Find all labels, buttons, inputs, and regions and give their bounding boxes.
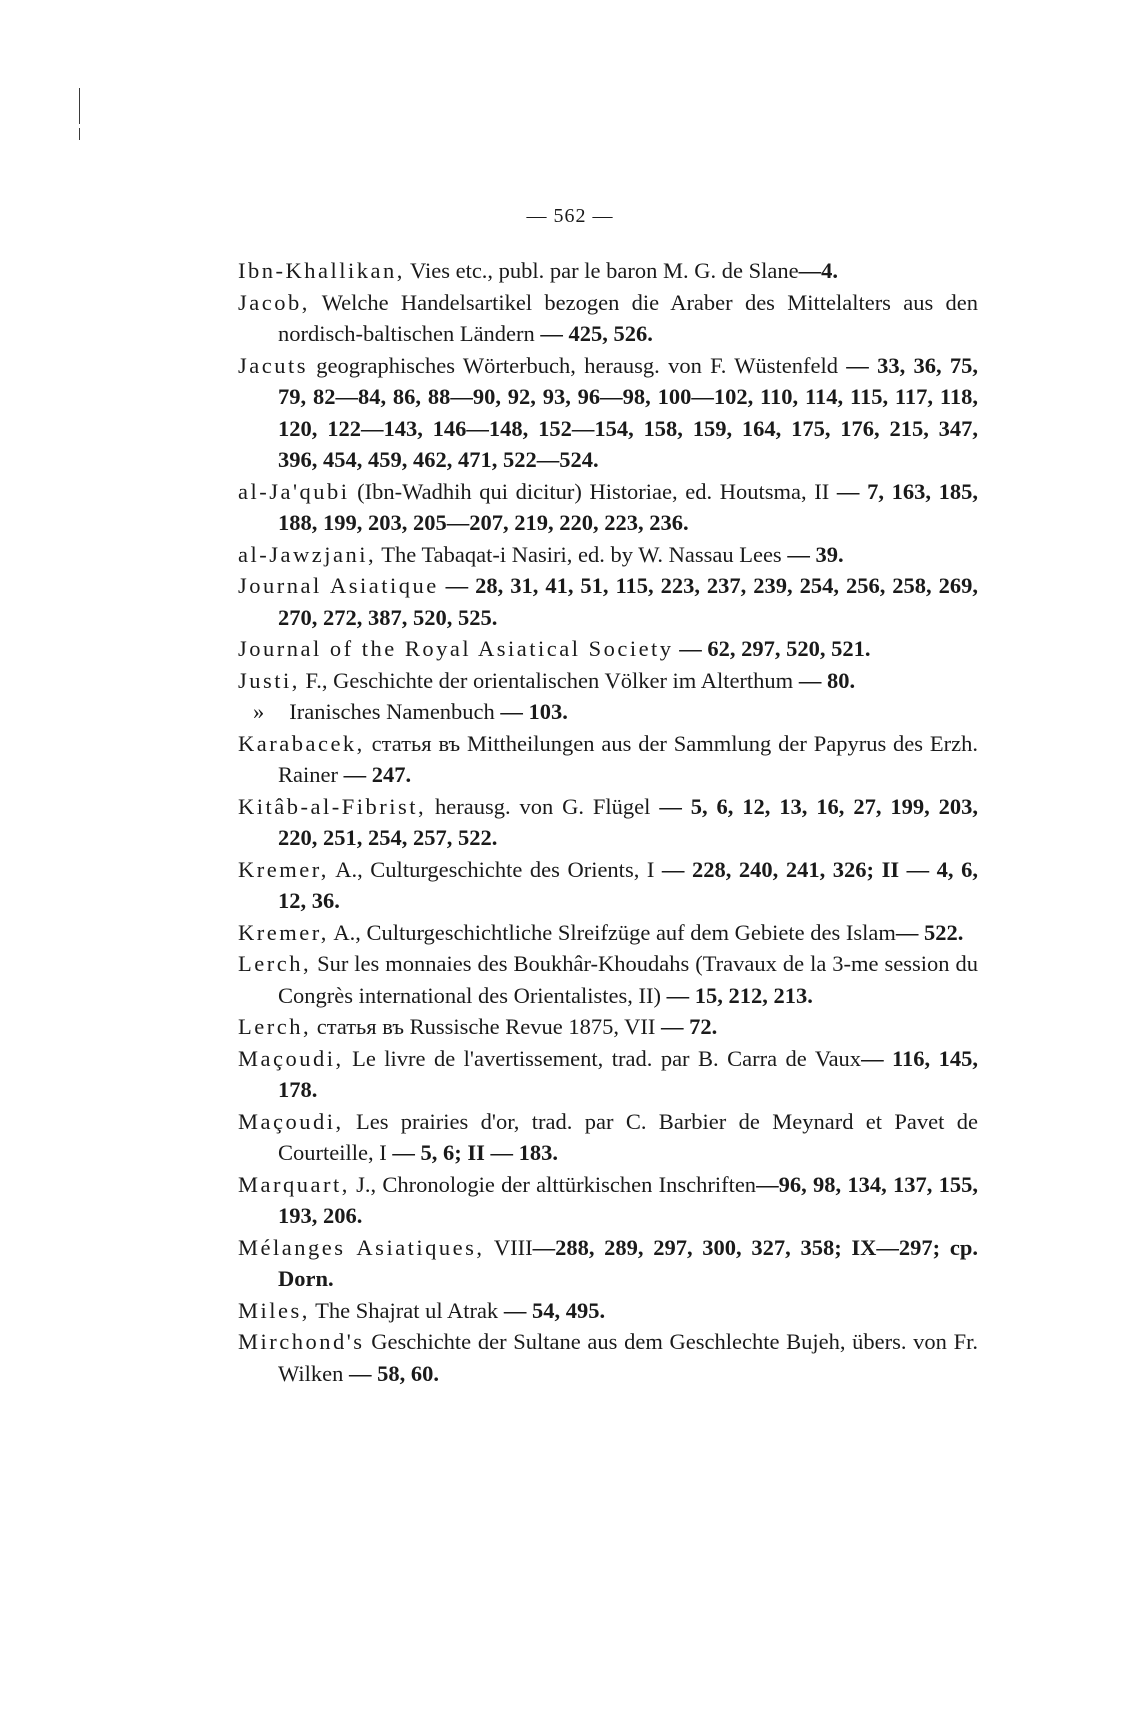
entry-page-refs: — 7, 163, 185, 188, 199, 203, 205—207, 219, 220, 223, 236. [278, 478, 978, 535]
index-entry [238, 854, 978, 917]
index-entry [238, 1295, 978, 1327]
entry-page-refs: — 62, 297, 520, 521. [679, 636, 871, 661]
entry-author: Ibn-Khallikan, [238, 258, 405, 283]
index-entry [238, 570, 978, 633]
entry-author: Mirchond's [238, 1329, 365, 1354]
entry-title: Welche Handelsartikel bezogen die Araber des Mittelalters aus den nordisch-baltischen Ländern [278, 289, 978, 346]
entry-title: Les prairies d'or, trad. par C. Barbier de Meynard et Pavet de Courteille, I [278, 1108, 978, 1165]
margin-mark-lower [79, 128, 80, 140]
entry-title: A., Culturgeschichtliche Slreifzüge auf dem Gebiete des Islam [328, 919, 896, 945]
entry-page-refs: — 116, 145, 178. [278, 1045, 978, 1102]
entry-title: Vies etc., publ. par le baron M. G. de Slane [404, 258, 799, 283]
entry-author: Maçoudi, [238, 1045, 344, 1071]
index-entry [238, 948, 978, 1011]
entry-page-refs: — 39. [787, 541, 844, 567]
entry-page-refs: —288, 289, 297, 300, 327, 358; IX—297; cp. Dorn. [278, 1234, 978, 1291]
index-entry [238, 350, 978, 476]
index-entry [238, 1232, 978, 1295]
entry-author: Miles, [238, 1297, 310, 1323]
entry-author: al-Jawzjani, [238, 541, 377, 567]
entry-page-refs: — 58, 60. [348, 1360, 439, 1386]
entry-page-refs: — 522. [895, 919, 964, 945]
entry-author: Mélanges Asiatiques, [238, 1234, 485, 1260]
index-entry [238, 1106, 978, 1169]
entry-title: VIII [484, 1234, 533, 1260]
entry-author: Kremer, [238, 856, 329, 882]
entry-title: The Shajrat ul Atrak [309, 1297, 504, 1323]
entry-title: Sur les monnaies des Boukhâr-Khoudahs (Travaux de la 3-me session du Congrès international des Orientalistes, II) [278, 951, 978, 1008]
entry-page-refs: — 54, 495. [503, 1297, 606, 1323]
entry-author: al-Ja'qubi [238, 478, 350, 504]
entry-page-refs: —96, 98, 134, 137, 155, 193, 206. [278, 1171, 978, 1228]
index-entry [238, 917, 978, 949]
index-entry [238, 633, 978, 665]
entry-author: Jacob, [238, 289, 310, 315]
margin-mark-upper [79, 88, 80, 124]
entry-author: Maçoudi, [238, 1108, 344, 1134]
entry-page-refs: — 103. [500, 699, 568, 724]
index-entry [238, 1011, 978, 1043]
index-entry [238, 1169, 978, 1232]
index-entry [238, 476, 978, 539]
entry-page-refs: — 5, 6; II — 183. [392, 1140, 558, 1165]
entry-page-refs: — 425, 526. [540, 321, 653, 346]
entry-author: Journal Asiatique [238, 573, 439, 598]
entry-author: Jacuts [238, 352, 308, 378]
entry-title: статья въ Mittheilungen aus der Sammlung der Papyrus des Erzh. Rainer [278, 730, 978, 787]
index-entry [238, 1326, 978, 1389]
entry-page-refs: — 28, 31, 41, 51, 115, 223, 237, 239, 254, 256, 258, 269, 270, 272, 387, 520, 525. [278, 573, 979, 630]
entry-title: A., Culturgeschichte des Orients, I [328, 856, 662, 882]
entry-title: J., Chronologie der alttürkischen Inschriften [349, 1171, 757, 1197]
entry-title: статья въ Russische Revue 1875, VII [311, 1014, 662, 1039]
index-entry [238, 665, 978, 697]
entry-author: Karabacek, [238, 730, 365, 756]
entry-title [439, 573, 446, 598]
entry-page-refs: — 5, 6, 12, 13, 16, 27, 199, 203, 220, 251, 254, 257, 522. [278, 793, 979, 850]
entry-author: Kremer, [238, 919, 329, 945]
entry-title: (Ibn-Wadhih qui dicitur) Historiae, ed. Houtsma, II [349, 478, 837, 504]
entry-page-refs: — 247. [343, 762, 412, 787]
entry-page-refs: — 80. [798, 667, 856, 693]
entry-page-refs: —4. [798, 258, 838, 283]
entry-author: Justi, [238, 667, 300, 693]
entry-title: Geschichte der Sultane aus dem Geschlechte Bujeh, übers. von Fr. Wilken [278, 1329, 978, 1386]
entry-page-refs: — 228, 240, 241, 326; II — 4, 6, 12, 36. [278, 856, 978, 913]
entry-author: Lerch, [238, 951, 312, 976]
entry-page-refs: — 72. [661, 1014, 718, 1039]
entry-author: Kitâb-al-Fibrist, [238, 793, 427, 819]
entry-title: The Tabaqat-i Nasiri, ed. by W. Nassau Lees [376, 541, 788, 567]
index-entry [238, 255, 978, 287]
entry-title: Le livre de l'avertissement, trad. par B. Carra de Vaux [343, 1045, 862, 1071]
entry-title: F., Geschichte der orientalischen Völker im Alterthum [299, 667, 799, 693]
entry-title: herausg. von G. Flügel [426, 793, 660, 819]
entry-page-refs: — 15, 212, 213. [666, 982, 813, 1008]
entry-author: Lerch, [238, 1014, 312, 1039]
index-entry [238, 791, 978, 854]
index-entry [238, 287, 978, 350]
entry-author: » [253, 699, 267, 724]
index-entries [238, 255, 978, 1389]
index-entry [238, 696, 978, 728]
index-entry [238, 539, 978, 571]
entry-title: Iranisches Namenbuch [266, 699, 501, 724]
index-entry [238, 1043, 978, 1106]
entry-author: Journal of the Royal Asiatical Society [238, 636, 674, 661]
entry-page-refs: — 33, 36, 75, 79, 82—84, 86, 88—90, 92, 93, 96—98, 100—102, 110, 114, 115, 117, 118, 120, 122—143, 146—148, 152—154, 158, 159, 164, 175, 176, 215, 347, 396, 454, 459, 462, 471, 522—524. [278, 352, 979, 472]
page-number: — 562 — [526, 205, 614, 227]
entry-author: Marquart, [238, 1171, 350, 1197]
index-entry [238, 728, 978, 791]
entry-title: geographisches Wörterbuch, herausg. von F. Wüstenfeld [308, 352, 847, 378]
